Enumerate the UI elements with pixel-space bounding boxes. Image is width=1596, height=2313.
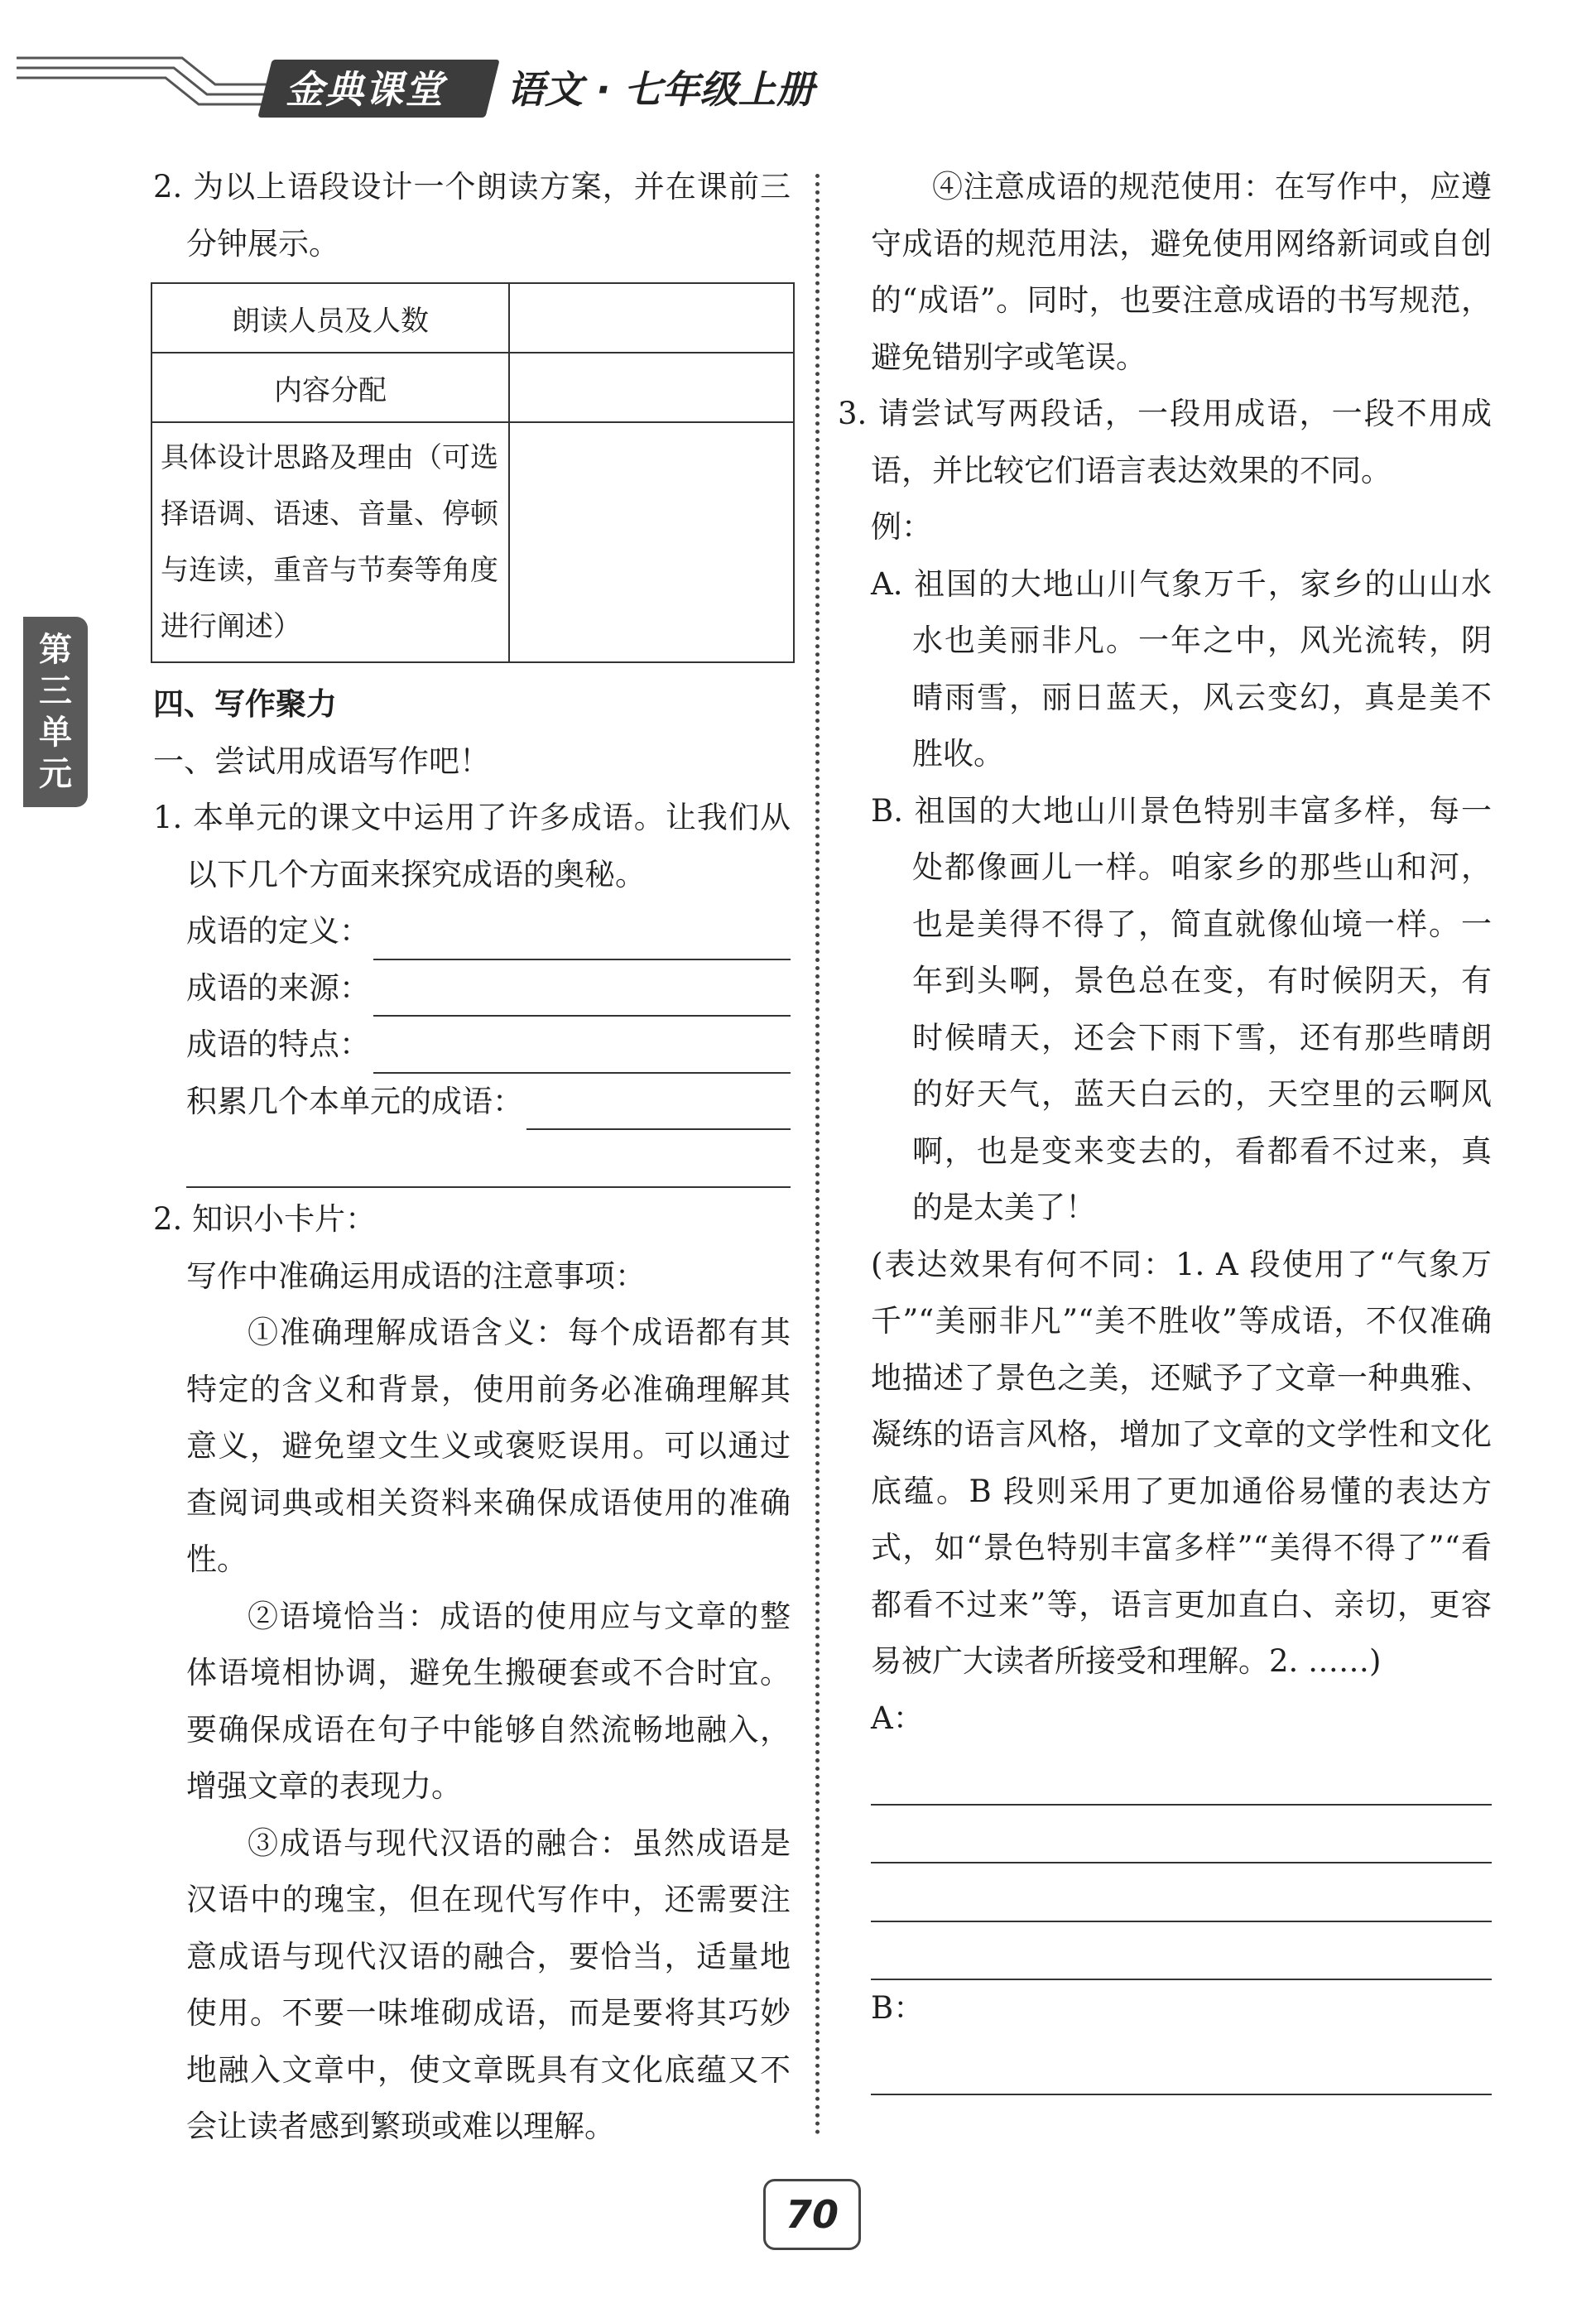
item-3-text: 3. 请尝试写两段话，一段用成语，一段不用成语，并比较它们语言表达效果的不同。 bbox=[838, 396, 1492, 488]
right-column bbox=[838, 159, 1492, 2095]
table-row bbox=[151, 422, 794, 662]
reading-plan-table bbox=[151, 282, 795, 663]
example-label: 例： bbox=[871, 509, 932, 545]
item-1-text: 1. 本单元的课文中运用了许多成语。让我们从以下几个方面来探究成语的奥秘。 bbox=[153, 800, 791, 892]
tip-4: ④注意成语的规范使用：在写作中，应遵守成语的规范用法，避免使用网络新词或自创的“成语”。同时，也要注意成语的书写规范，避免错别字或笔误。 bbox=[871, 169, 1492, 375]
answer-b-line[interactable] bbox=[871, 2037, 1492, 2096]
table-row bbox=[151, 283, 794, 353]
header-decor-lines bbox=[17, 51, 281, 118]
left-column bbox=[153, 159, 791, 2156]
brand-title: 金典课堂 bbox=[286, 67, 445, 112]
fill-idioms-label: 积累几个本单元的成语： bbox=[186, 1083, 523, 1119]
tip-3: ③成语与现代汉语的融合：虽然成语是汉语中的瑰宝，但在现代写作中，还需要注意成语与现代汉语的融合，要恰当，适量地使用。不要一味堆砌成语，而是要将其巧妙地融入文章中，使文章既具有文化底蕴又不会让读者感到繁琐或难以理解。 bbox=[186, 1825, 791, 2144]
item-2-title: 2. 知识小卡片： bbox=[153, 1201, 377, 1237]
section-4-heading: 四、写作聚力 bbox=[153, 686, 337, 722]
unit-side-tab-label: 第三单元 bbox=[39, 631, 72, 793]
example-a: A. 祖国的大地山川气象万千，家乡的山山水水也美丽非凡。一年之中，风光流转，阴晴雨雪，丽日蓝天，风云变幻，真是美不胜收。 bbox=[871, 565, 1492, 772]
analysis-text: (表达效果有何不同：1. A 段使用了“气象万千”“美丽非凡”“美不胜收”等成语，不仅准确地描述了景色之美，还赋予了文章一种典雅、凝练的语言风格，增加了文章的文学性和文化底蕴。B 段则采用了更加通俗易懂的表达方式，如“景色特别丰富多样”“美得不得了”“看都看不过来”等，语言更加直白、亲切，更容易被广大读者所接受和理解。2. ……) bbox=[871, 1246, 1492, 1679]
fill-features-label: 成语的特点： bbox=[186, 1027, 370, 1062]
answer-a-line[interactable] bbox=[871, 1747, 1492, 1806]
table-cell-design-answer[interactable] bbox=[509, 422, 794, 662]
answer-b-label: B： bbox=[871, 1990, 925, 2026]
example-b: B. 祖国的大地山川景色特别丰富多样，每一处都像画儿一样。咱家乡的那些山和河，也是美得不得了，简直就像仙境一样。一年到头啊，景色总在变，有时候阴天，有时候晴天，还会下雨下雪，还有那些晴朗的好天气，蓝天白云的，天空里的云啊风啊，也是变来变去的，看都看不过来，真的是太美了！ bbox=[871, 792, 1492, 1225]
table-row bbox=[151, 353, 794, 422]
table-cell-content-answer[interactable] bbox=[509, 353, 794, 422]
tip-2: ②语境恰当：成语的使用应与文章的整体语境相协调，避免生搬硬套或不合时宜。要确保成语在句子中能够自然流畅地融入，增强文章的表现力。 bbox=[186, 1598, 791, 1804]
item-2-intro: 写作中准确运用成语的注意事项： bbox=[186, 1257, 646, 1294]
fill-idioms-line[interactable] bbox=[526, 1085, 791, 1130]
fill-definition-line[interactable] bbox=[373, 916, 791, 960]
fill-source-label: 成语的来源： bbox=[186, 969, 370, 1006]
answer-a-line[interactable] bbox=[871, 1922, 1492, 1981]
fill-features-line[interactable] bbox=[373, 1029, 791, 1074]
tip-1: ①准确理解成语含义：每个成语都有其特定的含义和背景，使用前务必准确理解其意义，避免望文生义或褒贬误用。可以通过查阅词典或相关资料来确保成语使用的准确性。 bbox=[186, 1315, 791, 1577]
answer-a-line[interactable] bbox=[871, 1863, 1492, 1922]
answer-a-label: A： bbox=[871, 1700, 924, 1736]
fill-idioms-extra-line[interactable] bbox=[186, 1130, 791, 1188]
answer-a-line[interactable] bbox=[871, 1806, 1492, 1864]
fill-definition bbox=[153, 903, 791, 960]
fill-source bbox=[153, 960, 791, 1017]
fill-definition-label: 成语的定义： bbox=[186, 913, 370, 949]
page-number: 70 bbox=[785, 2192, 839, 2237]
table-cell-content: 内容分配 bbox=[151, 353, 509, 422]
table-cell-readers: 朗读人员及人数 bbox=[151, 283, 509, 353]
fill-features bbox=[153, 1017, 791, 1074]
table-cell-design: 具体设计思路及理由（可选择语调、语速、音量、停顿与连读，重音与节奏等角度进行阐述） bbox=[151, 422, 509, 662]
table-cell-readers-answer[interactable] bbox=[509, 283, 794, 353]
subsection-1-heading: 一、尝试用成语写作吧！ bbox=[153, 743, 490, 779]
fill-source-line[interactable] bbox=[373, 972, 791, 1017]
fill-idioms bbox=[153, 1074, 791, 1131]
subject-title: 语文 · 七年级上册 bbox=[507, 67, 815, 112]
column-divider bbox=[815, 174, 820, 2136]
question-2-title: 2. 为以上语段设计一个朗读方案，并在课前三分钟展示。 bbox=[153, 169, 791, 262]
